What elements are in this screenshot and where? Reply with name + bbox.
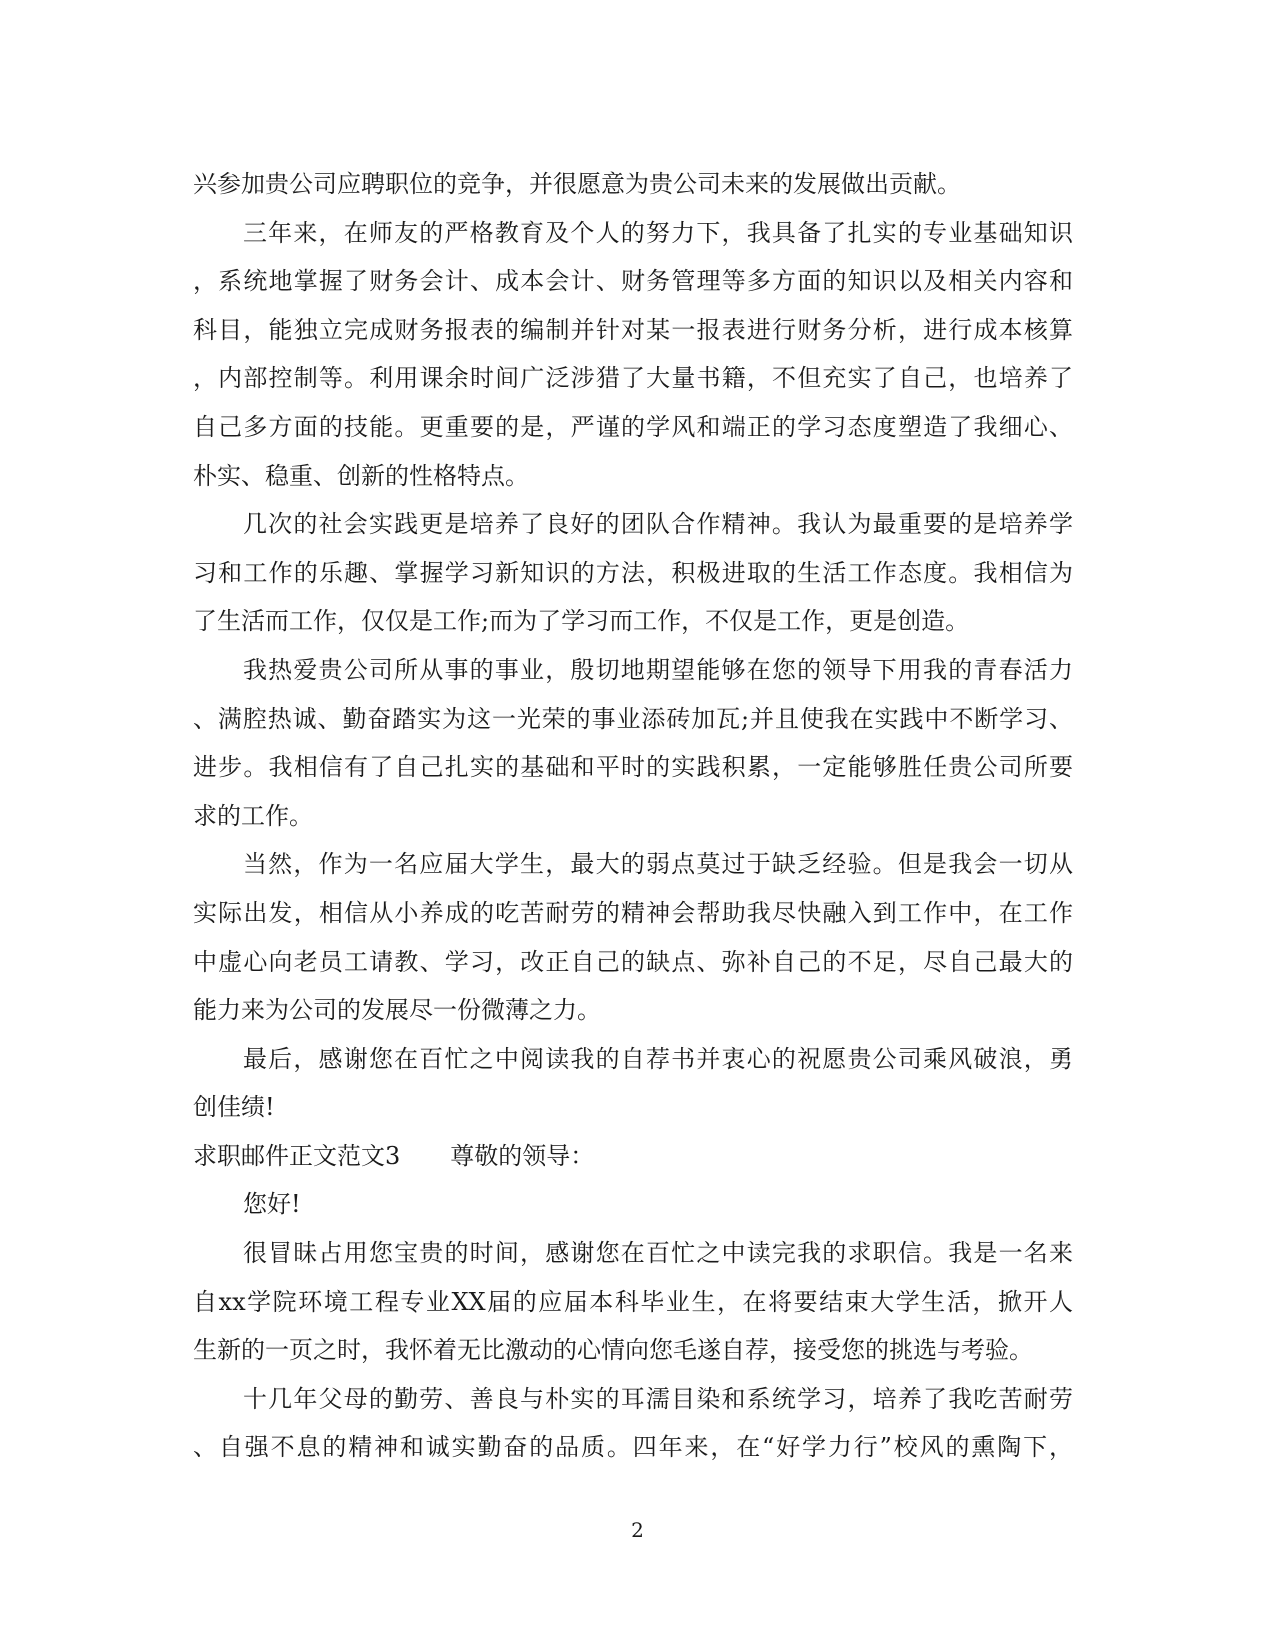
paragraphs-before-heading [193,160,1073,1132]
text-line: 当然，作为一名应届大学生，最大的弱点莫过于缺乏经验。但是我会一切从 [243,850,1073,879]
salutation: 尊敬的领导： [450,1141,595,1170]
text-line: 能力来为公司的发展尽一份微薄之力。 [193,996,601,1025]
text-line: 十几年父母的勤劳、善良与朴实的耳濡目染和系统学习，培养了我吃苦耐劳 [243,1384,1073,1413]
text-line: 创佳绩! [193,1093,275,1122]
text-line: 实际出发，相信从小养成的吃苦耐劳的精神会帮助我尽快融入到工作中，在工作 [193,898,1073,927]
text-line: 我热爱贵公司所从事的事业，殷切地期望能够在您的领导下用我的青春活力 [243,655,1073,684]
text-line: 进步。我相信有了自己扎实的基础和平时的实践积累，一定能够胜任贵公司所要 [193,753,1073,782]
text-line: 中虚心向老员工请教、学习，改正自己的缺点、弥补自己的不足，尽自己最大的 [193,947,1073,976]
text-line: 自xx学院环境工程专业XX届的应届本科毕业生，在将要结束大学生活，掀开人 [193,1287,1073,1316]
text-line: 了生活而工作，仅仅是工作;而为了学习而工作，不仅是工作，更是创造。 [193,607,970,636]
text-line: 您好! [243,1190,301,1219]
text-line: 朴实、稳重、创新的性格特点。 [193,461,529,490]
text-line: 很冒昧占用您宝贵的时间，感谢您在百忙之中读完我的求职信。我是一名来 [243,1239,1073,1268]
body-text [193,160,1073,1472]
text-line: 兴参加贵公司应聘职位的竞争，并很愿意为贵公司未来的发展做出贡献。 [193,170,961,198]
page-number: 2 [631,1518,644,1542]
section-heading-line [193,1132,1073,1181]
text-line: 、满腔热诚、勤奋踏实为这一光荣的事业添砖加瓦;并且使我在实践中不断学习、 [193,704,1073,733]
text-line: 、自强不息的精神和诚实勤奋的品质。四年来，在“好学力行”校风的熏陶下， [193,1433,1073,1462]
text-line: 生新的一页之时，我怀着无比激动的心情向您毛遂自荐，接受您的挑选与考验。 [193,1336,1033,1365]
section-heading-title: 求职邮件正文范文3 [193,1141,401,1170]
text-line: 科目，能独立完成财务报表的编制并针对某一报表进行财务分析，进行成本核算 [193,315,1073,344]
text-line: 自己多方面的技能。更重要的是，严谨的学风和端正的学习态度塑造了我细心、 [193,412,1073,441]
text-line: 三年来，在师友的严格教育及个人的努力下，我具备了扎实的专业基础知识 [243,218,1073,247]
text-line: ，内部控制等。利用课余时间广泛涉猎了大量书籍，不但充实了自己，也培养了 [193,364,1073,393]
text-line: 最后，感谢您在百忙之中阅读我的自荐书并衷心的祝愿贵公司乘风破浪，勇 [243,1044,1073,1073]
text-line: 习和工作的乐趣、掌握学习新知识的方法，积极进取的生活工作态度。我相信为 [193,558,1073,587]
text-line: 求的工作。 [193,801,313,830]
text-line: 几次的社会实践更是培养了良好的团队合作精神。我认为最重要的是培养学 [243,510,1073,539]
paragraphs-after-heading [193,1180,1073,1472]
text-line: ，系统地掌握了财务会计、成本会计、财务管理等多方面的知识以及相关内容和 [193,267,1073,296]
